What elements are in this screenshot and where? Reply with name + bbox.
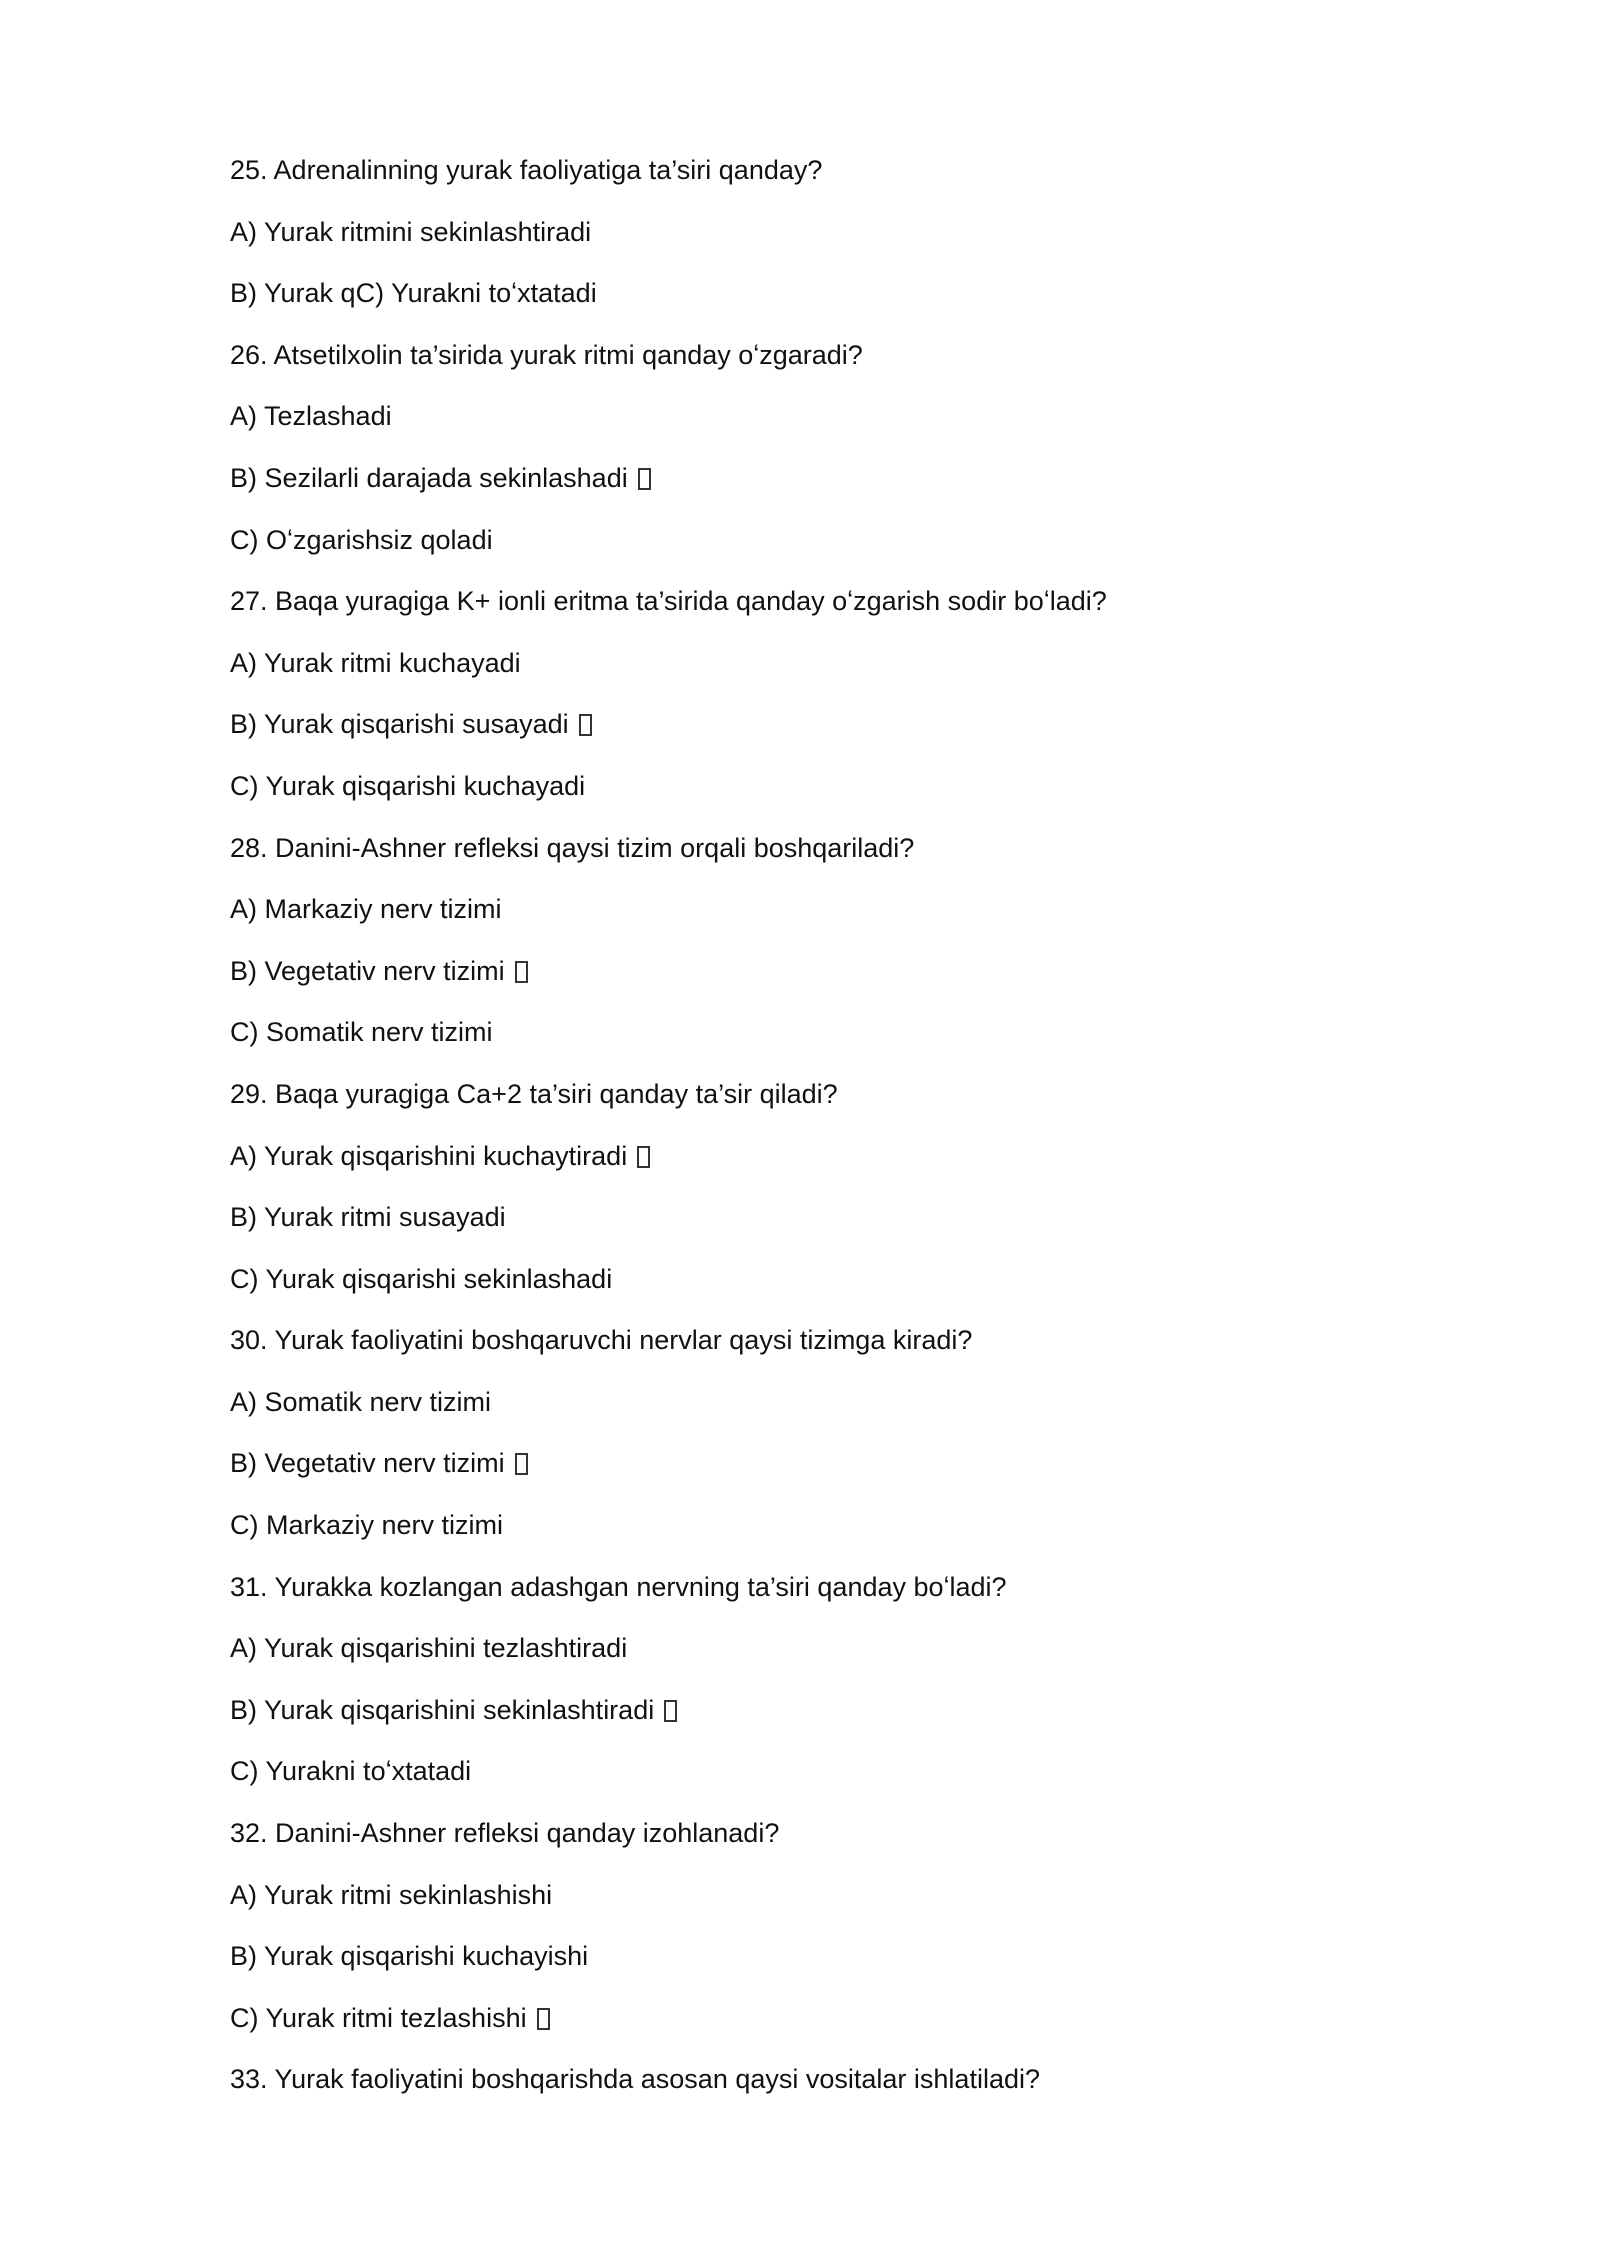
- line-text: B) Yurak qC) Yurakni toʻxtatadi: [230, 278, 597, 309]
- answer-option-marked: [230, 1998, 1430, 2060]
- answer-option-marked: [230, 704, 1430, 766]
- answer-mark-icon: [664, 1700, 677, 1722]
- question-title: [230, 335, 1430, 397]
- answer-option-marked: [230, 951, 1430, 1013]
- answer-mark-icon: [638, 468, 651, 490]
- line-text: A) Yurak ritmini sekinlashtiradi: [230, 216, 592, 247]
- line-text: 31. Yurakka kozlangan adashgan nervning ta’siri qanday boʻladi?: [230, 1571, 1007, 1602]
- line-text: 25. Adrenalinning yurak faoliyatiga ta’siri qanday?: [230, 155, 823, 185]
- answer-mark-icon: [579, 714, 592, 736]
- line-text: C) Yurakni toʻxtatadi: [230, 1756, 472, 1787]
- answer-option: [230, 273, 1430, 335]
- line-text: A) Tezlashadi: [230, 401, 392, 432]
- question-list: [230, 150, 1430, 2121]
- line-text: B) Yurak qisqarishi kuchayishi: [230, 1941, 589, 1972]
- line-text: 28. Danini-Ashner refleksi qaysi tizim orqali boshqariladi?: [230, 832, 915, 863]
- answer-option: [230, 212, 1430, 274]
- question-title: [230, 150, 1430, 212]
- line-text: B) Vegetativ nerv tizimi: [230, 955, 505, 986]
- line-text: B) Vegetativ nerv tizimi: [230, 1448, 505, 1479]
- line-text: A) Somatik nerv tizimi: [230, 1386, 492, 1417]
- line-text: 26. Atsetilxolin ta’sirida yurak ritmi qanday oʻzgaradi?: [230, 339, 863, 370]
- line-text: C) Yurak qisqarishi sekinlashadi: [230, 1263, 613, 1294]
- line-text: C) Yurak qisqarishi kuchayadi: [230, 770, 586, 801]
- answer-option: [230, 1628, 1430, 1690]
- line-text: B) Yurak qisqarishi susayadi: [230, 709, 569, 740]
- answer-option: [230, 396, 1430, 458]
- answer-mark-icon: [515, 1453, 528, 1475]
- answer-mark-icon: [637, 1146, 650, 1168]
- answer-option: [230, 1197, 1430, 1259]
- line-text: C) Yurak ritmi tezlashishi: [230, 2002, 527, 2033]
- answer-option: [230, 1875, 1430, 1937]
- answer-option-marked: [230, 1136, 1430, 1198]
- line-text: A) Yurak qisqarishini tezlashtiradi: [230, 1633, 628, 1664]
- line-text: A) Markaziy nerv tizimi: [230, 894, 502, 925]
- line-text: A) Yurak qisqarishini kuchaytiradi: [230, 1140, 628, 1171]
- line-text: 33. Yurak faoliyatini boshqarishda asosan qaysi vositalar ishlatiladi?: [230, 2064, 1040, 2095]
- answer-option: [230, 1751, 1430, 1813]
- answer-option: [230, 889, 1430, 951]
- question-title: [230, 828, 1430, 890]
- line-text: B) Yurak ritmi susayadi: [230, 1202, 506, 1233]
- question-title: [230, 1074, 1430, 1136]
- answer-option: [230, 1012, 1430, 1074]
- question-title: [230, 2059, 1430, 2121]
- answer-mark-icon: [515, 961, 528, 983]
- line-text: 29. Baqa yuragiga Ca+2 ta’siri qanday ta’sir qiladi?: [230, 1078, 838, 1109]
- answer-option-marked: [230, 1690, 1430, 1752]
- line-text: 30. Yurak faoliyatini boshqaruvchi nervlar qaysi tizimga kiradi?: [230, 1325, 973, 1356]
- answer-option: [230, 1259, 1430, 1321]
- line-text: B) Yurak qisqarishini sekinlashtiradi: [230, 1694, 655, 1725]
- line-text: A) Yurak ritmi sekinlashishi: [230, 1879, 553, 1910]
- question-title: [230, 1320, 1430, 1382]
- answer-mark-icon: [537, 2008, 550, 2030]
- line-text: C) Markaziy nerv tizimi: [230, 1510, 504, 1541]
- answer-option: [230, 1382, 1430, 1444]
- line-text: 32. Danini-Ashner refleksi qanday izohlanadi?: [230, 1818, 780, 1849]
- answer-option: [230, 520, 1430, 582]
- answer-option-marked: [230, 1443, 1430, 1505]
- line-text: C) Somatik nerv tizimi: [230, 1017, 493, 1048]
- line-text: A) Yurak ritmi kuchayadi: [230, 647, 521, 678]
- line-text: 27. Baqa yuragiga K+ ionli eritma ta’sirida qanday oʻzgarish sodir boʻladi?: [230, 586, 1107, 617]
- line-text: C) Oʻzgarishsiz qoladi: [230, 524, 493, 555]
- answer-option: [230, 766, 1430, 828]
- question-title: [230, 581, 1430, 643]
- line-text: B) Sezilarli darajada sekinlashadi: [230, 462, 628, 493]
- answer-option: [230, 643, 1430, 705]
- answer-option: [230, 1936, 1430, 1998]
- answer-option: [230, 1505, 1430, 1567]
- question-title: [230, 1567, 1430, 1629]
- question-title: [230, 1813, 1430, 1875]
- answer-option-marked: [230, 458, 1430, 520]
